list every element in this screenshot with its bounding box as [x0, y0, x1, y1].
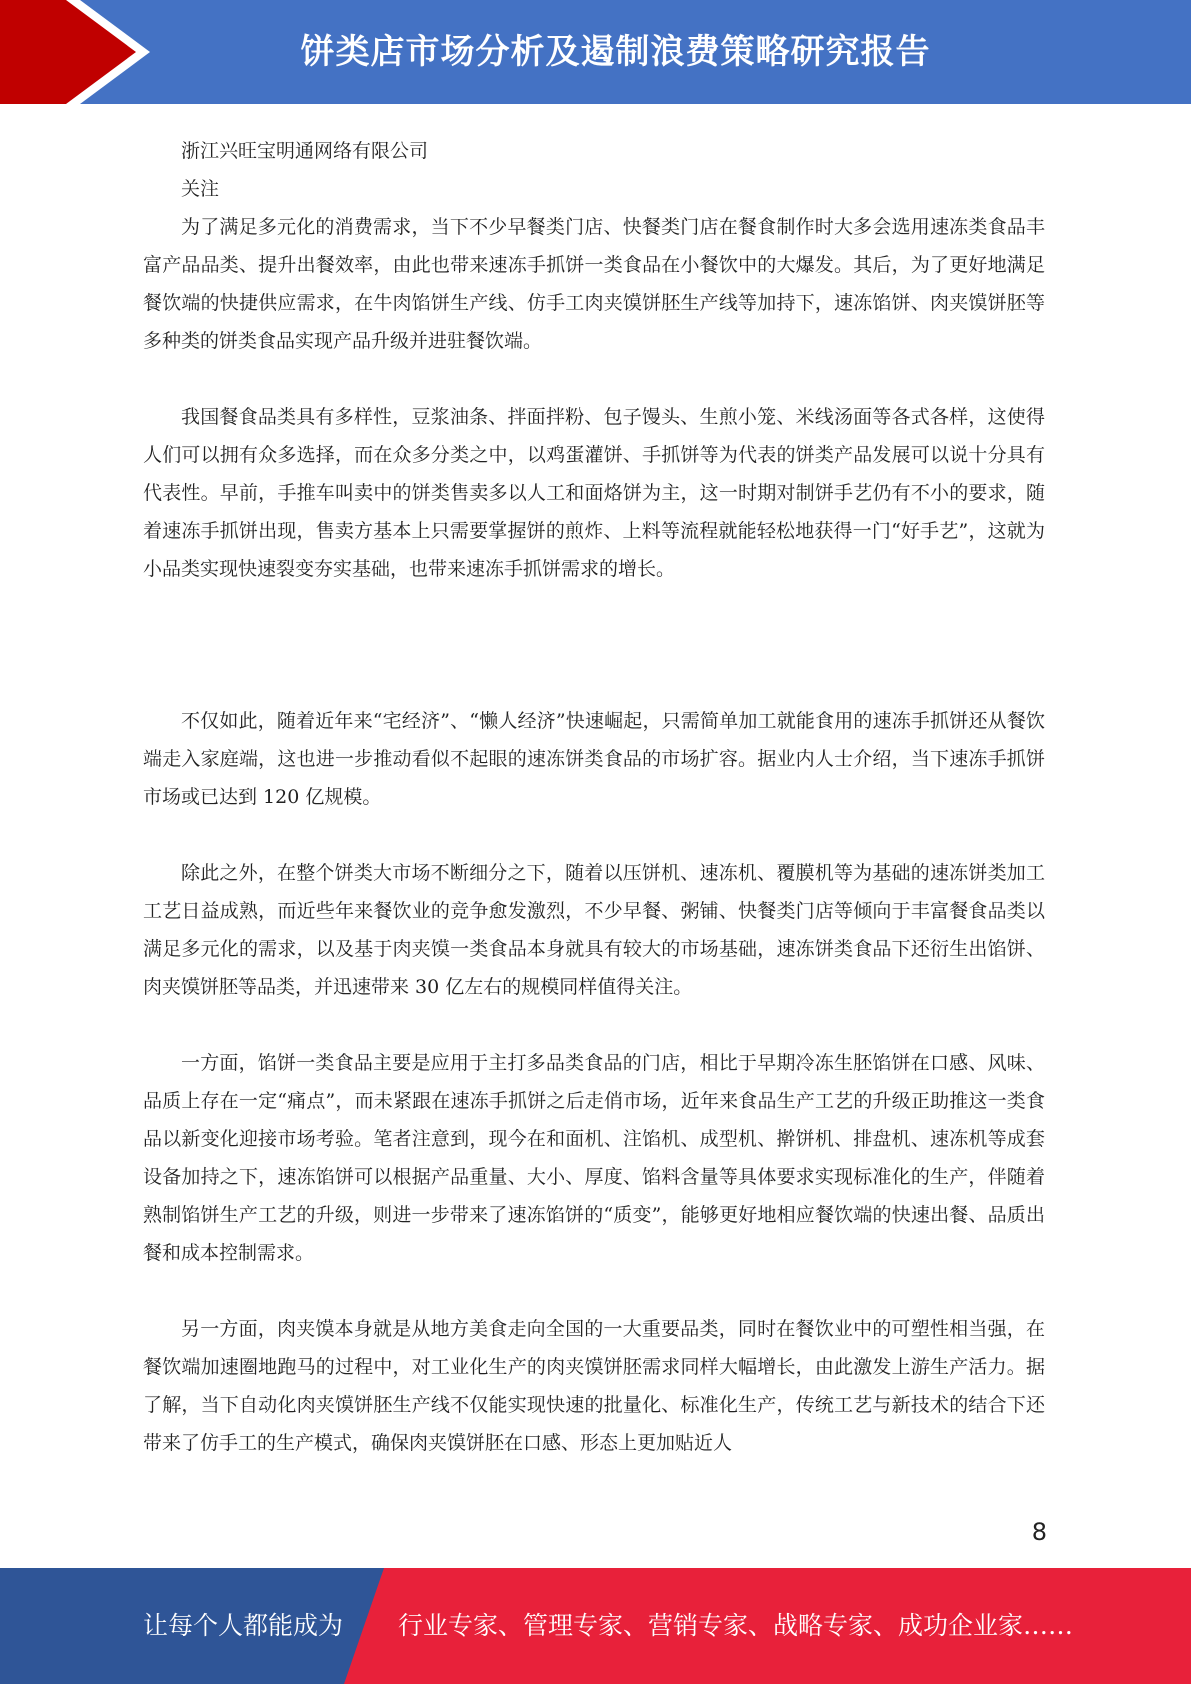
- paragraph: 不仅如此，随着近年来“宅经济”、“懒人经济”快速崛起，只需简单加工就能食用的速冻手抓饼还从餐饮端走入家庭端，这也进一步推动看似不起眼的速冻饼类食品的市场扩容。据业内人士介绍，当下速冻手抓饼市场或已达到 120 亿规模。: [143, 710, 1045, 808]
- paragraph: 为了满足多元化的消费需求，当下不少早餐类门店、快餐类门店在餐食制作时大多会选用速冻类食品丰富产品品类、提升出餐效率，由此也带来速冻手抓饼一类食品在小餐饮中的大爆发。其后，为了更好地满足餐饮端的快捷供应需求，在牛肉馅饼生产线、仿手工肉夹馍饼胚生产线等加持下，速冻馅饼、肉夹馍饼胚等多种类的饼类食品实现产品升级并进驻餐饮端。: [143, 216, 1045, 352]
- footer-slogan-right: 行业专家、管理专家、营销专家、战略专家、成功企业家……: [398, 1611, 1074, 1640]
- report-title: 饼类店市场分析及遏制浪费策略研究报告: [300, 32, 931, 72]
- follow-label: 关注: [181, 178, 220, 200]
- paragraph: 除此之外，在整个饼类大市场不断细分之下，随着以压饼机、速冻机、覆膜机等为基础的速冻饼类加工工艺日益成熟，而近些年来餐饮业的竞争愈发激烈，不少早餐、粥铺、快餐类门店等倾向于丰富餐食品类以满足多元化的需求，以及基于肉夹馍一类食品本身就具有较大的市场基础，速冻饼类食品下还衍生出馅饼、肉夹馍饼胚等品类，并迅速带来 30 亿左右的规模同样值得关注。: [143, 862, 1045, 998]
- footer-banner: [0, 1568, 1191, 1684]
- header-banner: [0, 0, 1191, 110]
- footer-slogan-left: 让每个人都能成为: [143, 1611, 344, 1640]
- paragraph: 一方面，馅饼一类食品主要是应用于主打多品类食品的门店，相比于早期冷冻生胚馅饼在口感、风味、品质上存在一定“痛点”，而未紧跟在速冻手抓饼之后走俏市场，近年来食品生产工艺的升级正助推这一类食品以新变化迎接市场考验。笔者注意到，现今在和面机、注馅机、成型机、擀饼机、排盘机、速冻机等成套设备加持之下，速冻馅饼可以根据产品重量、大小、厚度、馅料含量等具体要求实现标准化的生产，伴随着熟制馅饼生产工艺的升级，则进一步带来了速冻馅饼的“质变”，能够更好地相应餐饮端的快速出餐、品质出餐和成本控制需求。: [143, 1052, 1045, 1264]
- company-name: 浙江兴旺宝明通网络有限公司: [181, 140, 429, 162]
- paragraph: 另一方面，肉夹馍本身就是从地方美食走向全国的一大重要品类，同时在餐饮业中的可塑性相当强，在餐饮端加速圈地跑马的过程中，对工业化生产的肉夹馍饼胚需求同样大幅增长，由此激发上游生产活力。据了解，当下自动化肉夹馍饼胚生产线不仅能实现快速的批量化、标准化生产，传统工艺与新技术的结合下还带来了仿手工的生产模式，确保肉夹馍饼胚在口感、形态上更加贴近人: [143, 1318, 1045, 1454]
- paragraph: 我国餐食品类具有多样性，豆浆油条、拌面拌粉、包子馒头、生煎小笼、米线汤面等各式各样，这使得人们可以拥有众多选择，而在众多分类之中，以鸡蛋灌饼、手抓饼等为代表的饼类产品发展可以说十分具有代表性。早前，手推车叫卖中的饼类售卖多以人工和面烙饼为主，这一时期对制饼手艺仍有不小的要求，随着速冻手抓饼出现，售卖方基本上只需要掌握饼的煎炸、上料等流程就能轻松地获得一门“好手艺”，这就为小品类实现快速裂变夯实基础，也带来速冻手抓饼需求的增长。: [143, 406, 1045, 580]
- page-number: 8: [1031, 1518, 1047, 1546]
- article-body: [143, 132, 1045, 1462]
